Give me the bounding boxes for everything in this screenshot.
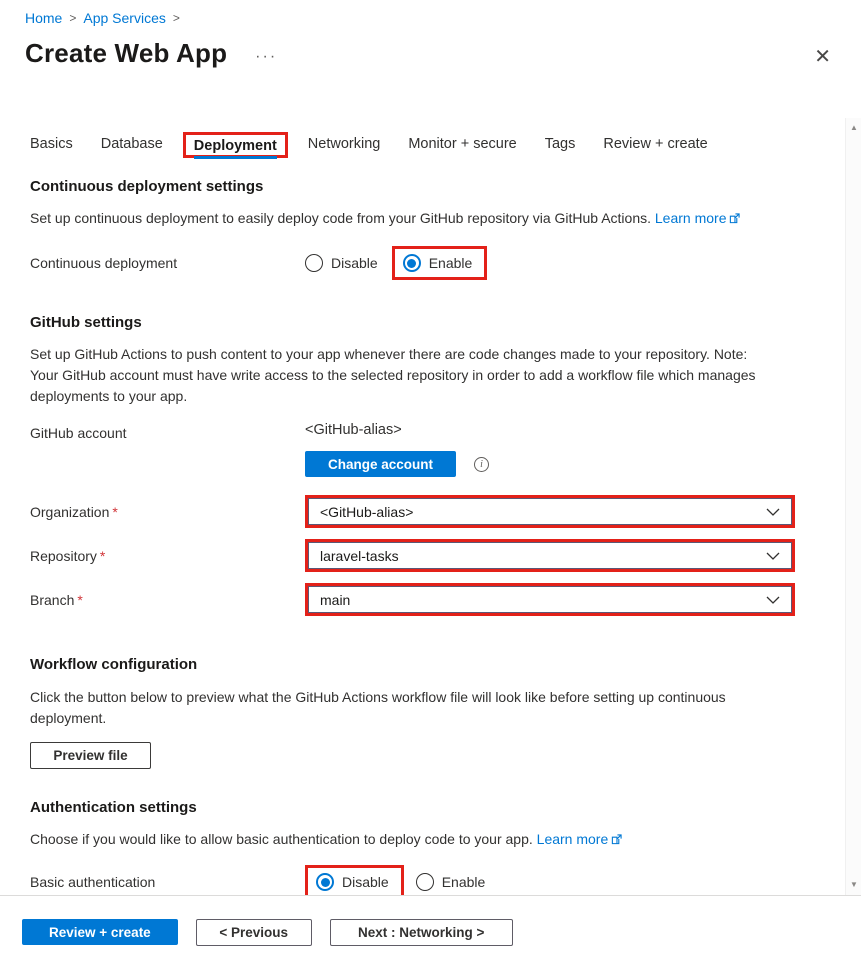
radio-disable[interactable] [305,254,378,272]
repository-dropdown[interactable] [308,542,792,569]
continuous-deployment-description [30,208,778,230]
tab-networking[interactable]: Networking [307,136,381,152]
branch-value: main [320,591,351,608]
radio-unchecked-icon[interactable] [416,873,434,891]
breadcrumb-home-link[interactable]: Home [25,10,63,26]
chevron-right-icon: > [69,11,77,25]
chevron-right-icon: > [172,11,180,25]
required-asterisk: * [112,503,118,520]
radio-disable-label: Disable [331,255,378,271]
chevron-down-icon [766,592,780,608]
content-area [0,118,845,895]
external-link-icon [611,830,622,851]
preview-file-button[interactable]: Preview file [30,742,151,769]
github-settings-heading: GitHub settings [30,314,142,331]
branch-label: Branch * [30,591,83,608]
organization-label: Organization * [30,503,118,520]
continuous-deployment-label: Continuous deployment [30,255,178,271]
learn-more-link[interactable]: Learn more [654,210,727,226]
more-menu-icon[interactable]: ··· [255,47,278,65]
radio-checked-icon[interactable] [403,254,421,272]
workflow-configuration-heading: Workflow configuration [30,656,198,673]
required-asterisk: * [99,547,106,564]
review-create-button[interactable]: Review + create [22,919,178,945]
continuous-deployment-heading: Continuous deployment settings [30,178,264,195]
info-icon[interactable]: i [474,457,489,472]
tab-database[interactable]: Database [100,136,163,152]
change-account-button[interactable]: Change account [305,451,456,477]
radio-enable[interactable] [416,873,486,891]
branch-row [30,583,815,616]
tab-basics[interactable]: Basics [30,136,73,152]
page-title: Create Web App [25,38,228,68]
organization-dropdown[interactable] [308,498,792,525]
annotation-box-organization [305,495,795,528]
close-icon[interactable]: ✕ [814,46,831,68]
annotation-box-branch [305,583,795,616]
github-account-row [30,422,815,477]
github-settings-description: Set up GitHub Actions to push content to your app whenever there are code changes made to your repository. Note: Your GitHub account must have write access to the selected repository in order to add a workflow file which manages deployments to your app. [30,346,756,404]
title-row [25,38,277,69]
tab-monitor-secure[interactable]: Monitor + secure [408,136,517,152]
authentication-settings-description [30,829,778,851]
radio-disable-label: Disable [342,874,389,890]
radio-unchecked-icon[interactable] [305,254,323,272]
authentication-settings-heading: Authentication settings [30,799,197,816]
repository-value: laravel-tasks [320,547,399,564]
external-link-icon [729,209,740,230]
repository-row [30,539,815,572]
authentication-description-text: Choose if you would like to allow basic authentication to deploy code to your app. [30,831,533,847]
basic-authentication-row [30,865,815,895]
branch-dropdown[interactable] [308,586,792,613]
previous-button[interactable]: < Previous [196,919,312,946]
radio-enable-label: Enable [428,255,473,271]
radio-enable-label: Enable [441,874,486,890]
tab-bar [30,126,815,164]
scroll-down-icon[interactable]: ▼ [850,880,858,889]
basic-authentication-label: Basic authentication [30,874,156,890]
next-networking-button[interactable]: Next : Networking > [330,919,513,946]
github-account-label: GitHub account [30,425,127,441]
annotation-box-repository [305,539,795,572]
radio-checked-icon[interactable] [316,873,334,891]
organization-row [30,495,815,528]
tab-tags[interactable]: Tags [544,136,576,152]
tab-deployment[interactable]: Deployment [194,128,277,159]
breadcrumb-app-services-link[interactable]: App Services [83,10,166,26]
radio-enable[interactable] [403,254,473,272]
tab-review-create[interactable]: Review + create [603,136,708,152]
chevron-down-icon [766,504,780,520]
continuous-deployment-radio-group [305,246,487,280]
repository-label: Repository * [30,547,106,564]
radio-disable[interactable] [316,873,389,891]
footer-bar [0,895,861,967]
learn-more-link[interactable]: Learn more [536,831,609,847]
annotation-box-deployment-tab [183,132,288,158]
github-account-control [305,422,489,477]
vertical-scrollbar[interactable] [845,118,861,895]
chevron-down-icon [766,548,780,564]
annotation-box-disable-radio [305,865,404,895]
annotation-box-enable-radio [392,246,488,280]
continuous-deployment-description-text: Set up continuous deployment to easily deploy code from your GitHub repository via GitHub Actions. [30,210,651,226]
breadcrumb [25,10,180,26]
basic-authentication-radio-group [305,865,485,895]
github-account-value: <GitHub-alias> [305,422,402,438]
scroll-up-icon[interactable]: ▲ [850,123,858,132]
workflow-configuration-description: Click the button below to preview what the GitHub Actions workflow file will look like before setting up continuous deployment. [30,689,726,726]
required-asterisk: * [77,591,83,608]
organization-value: <GitHub-alias> [320,503,414,520]
continuous-deployment-row [30,246,815,280]
